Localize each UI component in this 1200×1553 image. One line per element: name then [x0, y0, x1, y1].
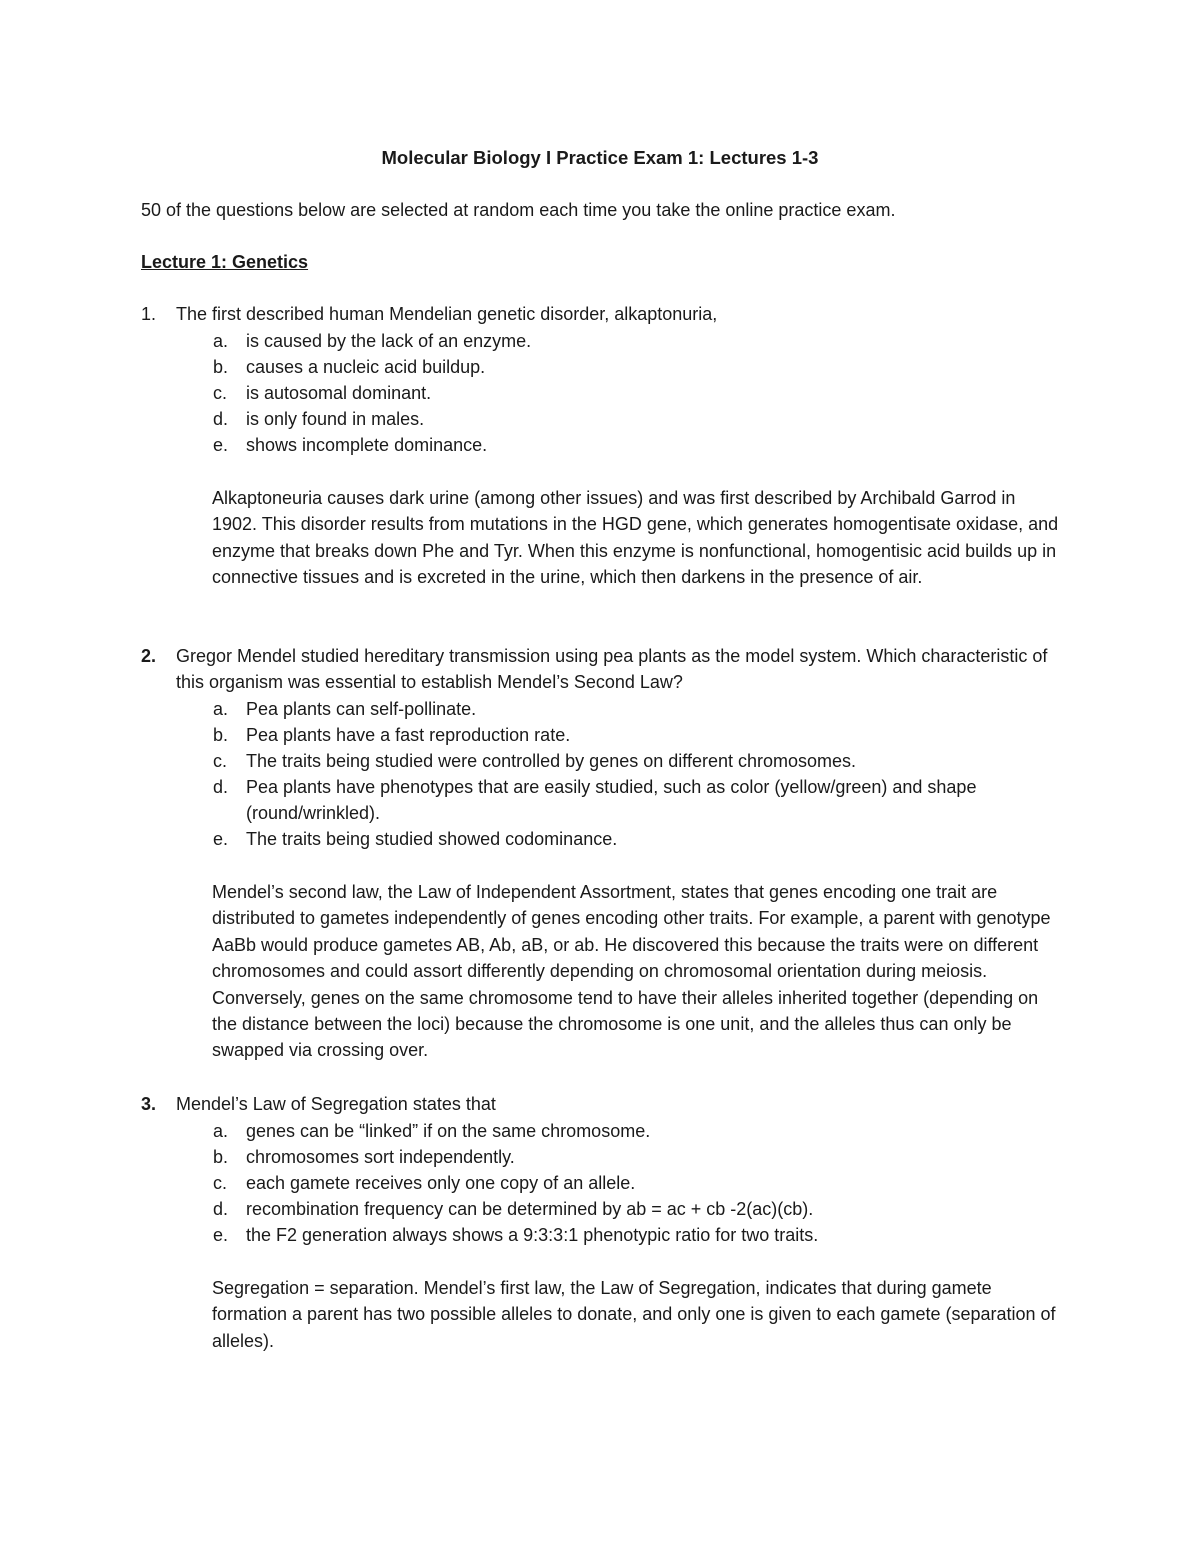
question-text: The first described human Mendelian genetic disorder, alkaptonuria,: [176, 304, 718, 324]
question-text: Mendel’s Law of Segregation states that: [176, 1094, 496, 1114]
option-text: genes can be “linked” if on the same chromosome.: [246, 1121, 651, 1141]
question-number: 1.: [141, 304, 157, 324]
option-text: chromosomes sort independently.: [246, 1147, 515, 1167]
question-number: 3.: [141, 1094, 157, 1114]
option-text: recombination frequency can be determined by ab = ac + cb -2(ac)(cb).: [246, 1199, 814, 1219]
section-heading: Lecture 1: Genetics: [141, 252, 309, 272]
question-text: Gregor Mendel studied hereditary transmission using pea plants as the model system. Which characteristic of this organism was essential to establish Mendel’s Second Law?: [176, 646, 1048, 693]
option-letter: a.: [213, 331, 229, 351]
option-letter: b.: [213, 1147, 229, 1167]
option-text: the F2 generation always shows a 9:3:3:1 phenotypic ratio for two traits.: [246, 1225, 819, 1245]
option-text: Pea plants can self-pollinate.: [246, 699, 477, 719]
option-letter: e.: [213, 435, 229, 455]
option-text: The traits being studied showed codominance.: [246, 829, 618, 849]
option-letter: d.: [213, 409, 229, 429]
option-text: shows incomplete dominance.: [246, 435, 488, 455]
option-text: is caused by the lack of an enzyme.: [246, 331, 532, 351]
question-number: 2.: [141, 646, 157, 666]
option-letter: b.: [213, 357, 229, 377]
option-letter: b.: [213, 725, 229, 745]
option-text: causes a nucleic acid buildup.: [246, 357, 486, 377]
option-letter: c.: [213, 751, 228, 771]
option-text: Pea plants have a fast reproduction rate.: [246, 725, 571, 745]
option-text: is only found in males.: [246, 409, 425, 429]
option-text: is autosomal dominant.: [246, 383, 432, 403]
option-text: The traits being studied were controlled by genes on different chromosomes.: [246, 751, 857, 771]
option-letter: c.: [213, 1173, 228, 1193]
answer-explanation: Mendel’s second law, the Law of Independent Assortment, states that genes encoding one trait are distributed to gametes independently of genes encoding other traits. For example, a parent with genotype AaBb would produce gametes AB, Ab, aB, or ab. He discovered this because the traits were on different chromosomes and could assort differently depending on chromosomal orientation during meiosis. Conversely, genes on the same chromosome tend to have their alleles inherited together (depending on the distance between the loci) because the chromosome is one unit, and the alleles thus can only be swapped via crossing over.: [212, 882, 1051, 1061]
intro-text: 50 of the questions below are selected at random each time you take the online practice exam.: [141, 200, 896, 220]
option-letter: d.: [213, 1199, 229, 1219]
option-letter: a.: [213, 699, 229, 719]
option-letter: e.: [213, 829, 229, 849]
option-letter: a.: [213, 1121, 229, 1141]
option-letter: c.: [213, 383, 228, 403]
answer-explanation: Alkaptoneuria causes dark urine (among other issues) and was first described by Archibald Garrod in 1902. This disorder results from mutations in the HGD gene, which generates homogentisate oxidase, and enzyme that breaks down Phe and Tyr. When this enzyme is nonfunctional, homogentisic acid builds up in connective tissues and is excreted in the urine, which then darkens in the presence of air.: [212, 488, 1059, 588]
option-letter: d.: [213, 777, 229, 797]
document-title: Molecular Biology I Practice Exam 1: Lectures 1-3: [381, 147, 819, 168]
option-text: each gamete receives only one copy of an allele.: [246, 1173, 636, 1193]
option-text: Pea plants have phenotypes that are easily studied, such as color (yellow/green) and shape (round/wrinkled).: [246, 777, 977, 824]
answer-explanation: Segregation = separation. Mendel’s first law, the Law of Segregation, indicates that during gamete formation a parent has two possible alleles to donate, and only one is given to each gamete (separation of alleles).: [212, 1278, 1056, 1351]
option-letter: e.: [213, 1225, 229, 1245]
